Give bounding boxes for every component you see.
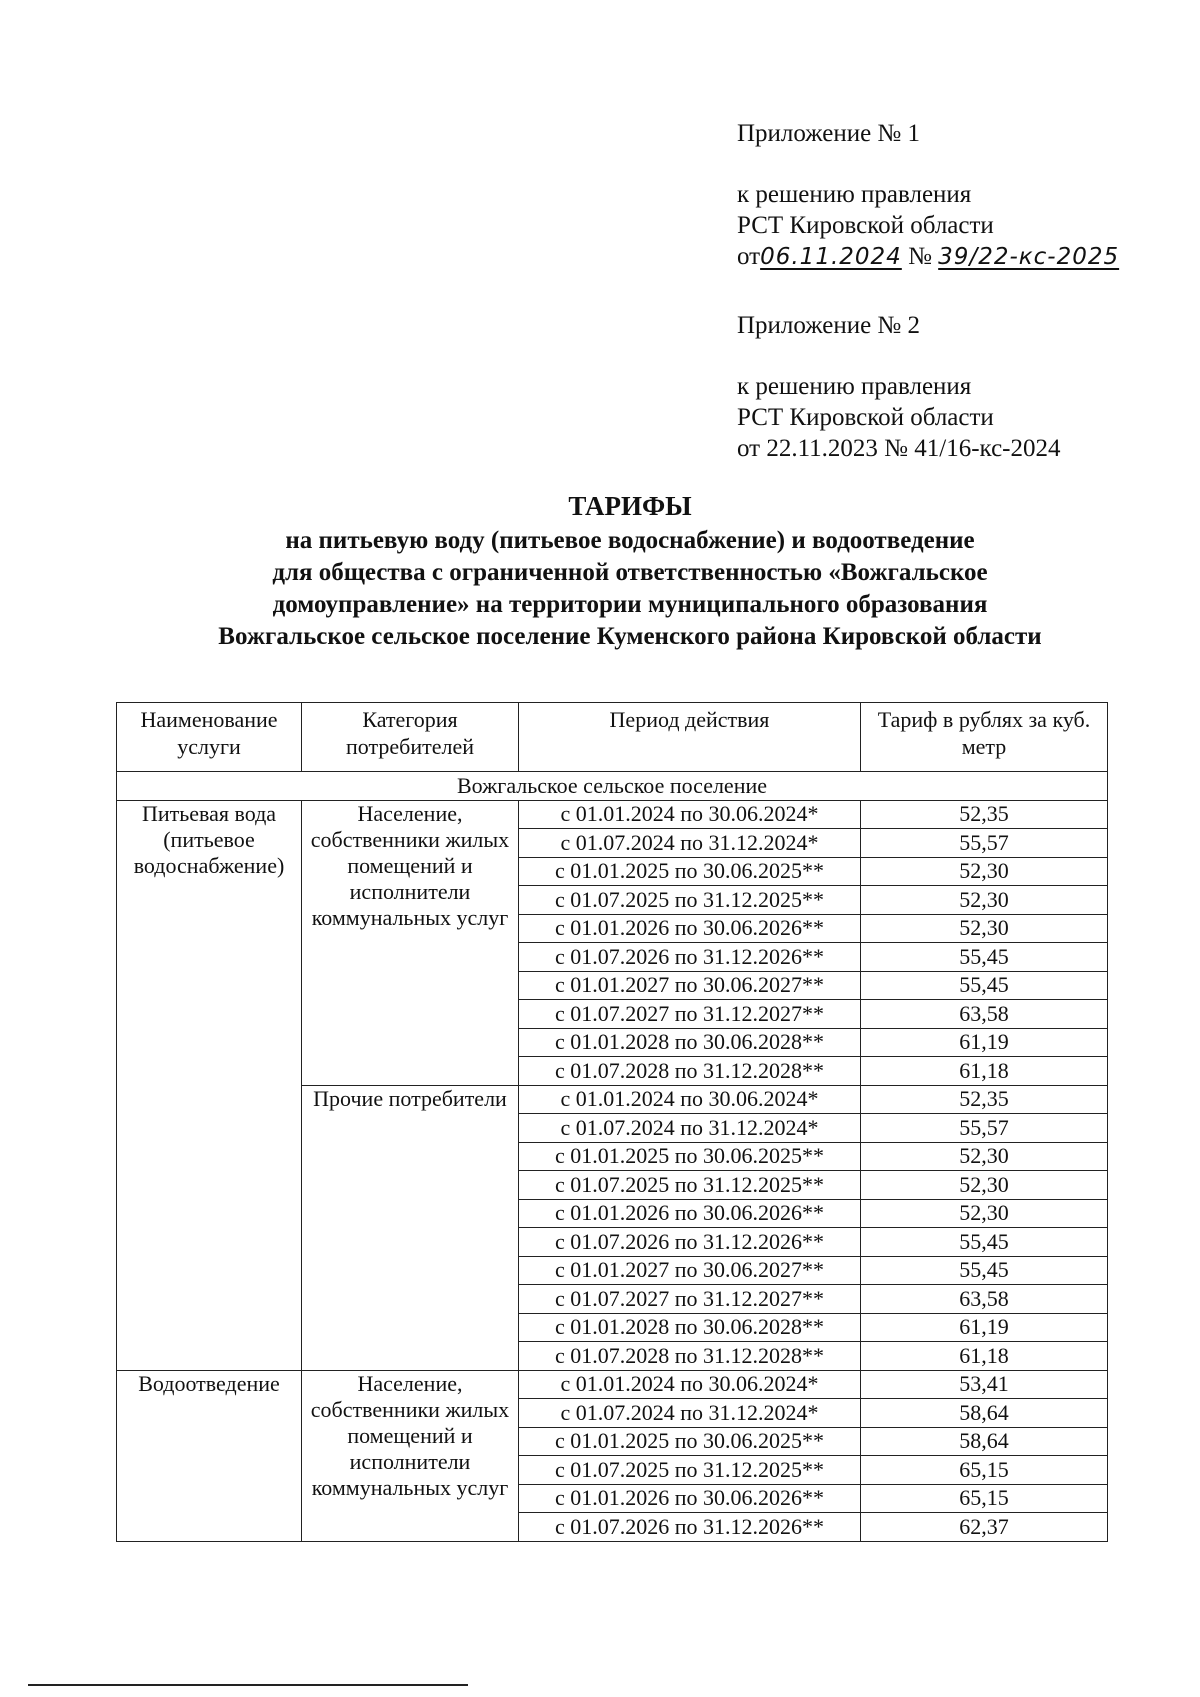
period-cell: с 01.01.2027 по 30.06.2027**: [519, 971, 861, 1000]
handwritten-date: 06.11.2024: [760, 244, 902, 270]
tariff-cell: 61,19: [861, 1028, 1108, 1057]
heading-line-3: домоуправление» на территории муниципального образования: [272, 591, 988, 618]
appendix-1-decision: [737, 241, 1167, 273]
period-cell: с 01.07.2024 по 31.12.2024*: [519, 829, 861, 858]
period-cell: с 01.01.2027 по 30.06.2027**: [519, 1256, 861, 1285]
tariff-cell: 62,37: [861, 1513, 1108, 1542]
appendix-1-line2: РСТ Кировской области: [737, 212, 994, 239]
tariff-cell: 52,30: [861, 857, 1108, 886]
period-cell: с 01.01.2025 по 30.06.2025**: [519, 1427, 861, 1456]
appendix-1-no: №: [908, 243, 932, 270]
appendix-1-title: Приложение № 1: [737, 120, 921, 147]
appendix-2-line1: к решению правления: [737, 373, 972, 400]
table-row: [117, 1370, 1108, 1399]
period-cell: с 01.07.2025 по 31.12.2025**: [519, 1171, 861, 1200]
heading-line-2: для общества с ограниченной ответственностью «Вожгальское: [272, 559, 988, 586]
period-cell: с 01.01.2024 по 30.06.2024*: [519, 1370, 861, 1399]
appendix-2-line3: от 22.11.2023 № 41/16-кс-2024: [737, 435, 1061, 462]
tariff-cell: 65,15: [861, 1456, 1108, 1485]
header-category: Категория потребителей: [302, 703, 519, 772]
period-cell: с 01.01.2025 по 30.06.2025**: [519, 1142, 861, 1171]
period-cell: с 01.01.2025 по 30.06.2025**: [519, 857, 861, 886]
period-cell: с 01.07.2024 по 31.12.2024*: [519, 1114, 861, 1143]
appendix-1-from: от: [737, 243, 761, 270]
tariff-cell: 55,57: [861, 829, 1108, 858]
period-cell: с 01.07.2024 по 31.12.2024*: [519, 1399, 861, 1428]
appendix-1-block: [737, 118, 1167, 273]
heading-line-1: на питьевую воду (питьевое водоснабжение) и водоотведение: [285, 527, 975, 554]
consumer-category-cell: Население, собственники жилых помещений и исполнители коммунальных услуг: [302, 800, 519, 1085]
period-cell: с 01.07.2026 по 31.12.2026**: [519, 943, 861, 972]
handwritten-number: 39/22-кс-2025: [938, 244, 1120, 270]
period-cell: с 01.01.2026 по 30.06.2026**: [519, 914, 861, 943]
header-period: Период действия: [519, 703, 861, 772]
table-row: [117, 800, 1108, 829]
table-header-row: [117, 703, 1108, 772]
section-row: [117, 772, 1108, 801]
tariff-cell: 65,15: [861, 1484, 1108, 1513]
period-cell: с 01.07.2027 по 31.12.2027**: [519, 1000, 861, 1029]
tariff-cell: 52,30: [861, 1142, 1108, 1171]
tariff-cell: 63,58: [861, 1285, 1108, 1314]
tariff-cell: 52,30: [861, 914, 1108, 943]
consumer-category-cell: Население, собственники жилых помещений и исполнители коммунальных услуг: [302, 1370, 519, 1541]
period-cell: с 01.01.2028 по 30.06.2028**: [519, 1313, 861, 1342]
appendix-1-line1: к решению правления: [737, 181, 972, 208]
tariff-cell: 61,19: [861, 1313, 1108, 1342]
consumer-category-cell: Прочие потребители: [302, 1085, 519, 1370]
period-cell: с 01.07.2025 по 31.12.2025**: [519, 886, 861, 915]
tariffs-table: [116, 702, 1108, 1542]
tariff-cell: 52,30: [861, 1171, 1108, 1200]
period-cell: с 01.07.2025 по 31.12.2025**: [519, 1456, 861, 1485]
appendix-2-title: Приложение № 2: [737, 312, 921, 339]
tariff-cell: 55,45: [861, 1256, 1108, 1285]
section-name: Вожгальское сельское поселение: [117, 772, 1108, 801]
tariff-cell: 52,35: [861, 1085, 1108, 1114]
tariff-cell: 55,45: [861, 1228, 1108, 1257]
appendix-2-block: [737, 310, 1167, 464]
period-cell: с 01.07.2028 по 31.12.2028**: [519, 1342, 861, 1371]
header-tariff: Тариф в рублях за куб. метр: [861, 703, 1108, 772]
tariff-cell: 58,64: [861, 1399, 1108, 1428]
heading-main: ТАРИФЫ: [568, 491, 692, 521]
tariff-cell: 63,58: [861, 1000, 1108, 1029]
heading-line-4: Вожгальское сельское поселение Куменского района Кировской области: [218, 623, 1042, 650]
service-name-cell: Питьевая вода (питьевое водоснабжение): [117, 800, 302, 1370]
tariff-cell: 55,45: [861, 943, 1108, 972]
tariff-cell: 52,30: [861, 1199, 1108, 1228]
period-cell: с 01.01.2024 по 30.06.2024*: [519, 800, 861, 829]
period-cell: с 01.07.2028 по 31.12.2028**: [519, 1057, 861, 1086]
period-cell: с 01.07.2026 по 31.12.2026**: [519, 1513, 861, 1542]
document-heading: [150, 490, 1110, 653]
service-name-cell: Водоотведение: [117, 1370, 302, 1541]
period-cell: с 01.01.2026 по 30.06.2026**: [519, 1199, 861, 1228]
period-cell: с 01.07.2027 по 31.12.2027**: [519, 1285, 861, 1314]
header-service: Наименование услуги: [117, 703, 302, 772]
period-cell: с 01.01.2024 по 30.06.2024*: [519, 1085, 861, 1114]
footnote-divider: [28, 1684, 468, 1686]
period-cell: с 01.07.2026 по 31.12.2026**: [519, 1228, 861, 1257]
tariff-cell: 55,45: [861, 971, 1108, 1000]
period-cell: с 01.01.2028 по 30.06.2028**: [519, 1028, 861, 1057]
tariff-cell: 61,18: [861, 1057, 1108, 1086]
appendix-2-line2: РСТ Кировской области: [737, 404, 994, 431]
tariff-cell: 55,57: [861, 1114, 1108, 1143]
tariff-cell: 61,18: [861, 1342, 1108, 1371]
tariff-cell: 52,30: [861, 886, 1108, 915]
tariff-cell: 53,41: [861, 1370, 1108, 1399]
tariff-cell: 58,64: [861, 1427, 1108, 1456]
period-cell: с 01.01.2026 по 30.06.2026**: [519, 1484, 861, 1513]
tariff-cell: 52,35: [861, 800, 1108, 829]
